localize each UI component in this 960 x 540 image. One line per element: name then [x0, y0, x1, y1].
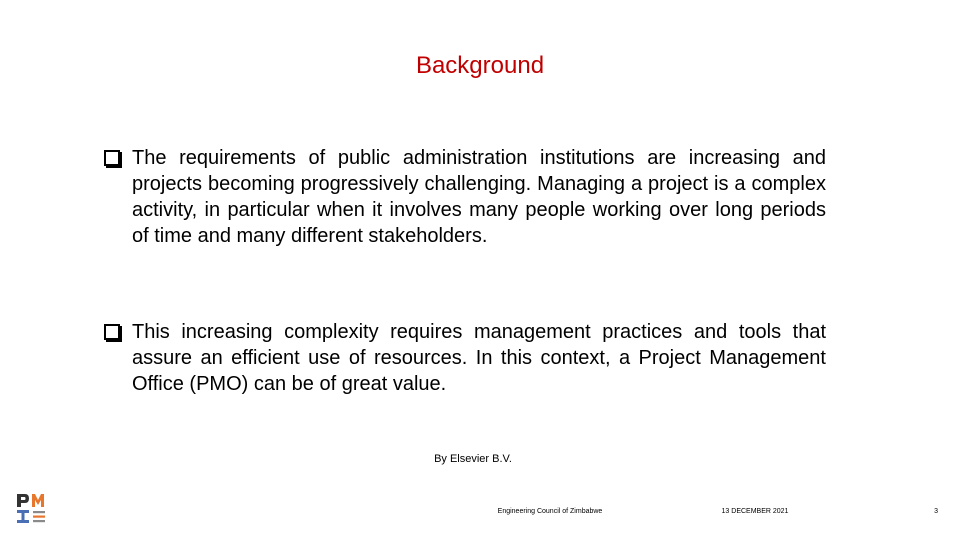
- bullet-item: [104, 145, 826, 249]
- pmi-logo-icon: [14, 492, 50, 524]
- slide-title: Background: [415, 52, 545, 79]
- footer-organization: Engineering Council of Zimbabwe: [497, 508, 603, 515]
- bullet-text: The requirements of public administration institutions are increasing and projects becoming progressively challenging. Managing a project is a complex activity, in particular when it involves many people working over long periods of time and many different stakeholders.: [132, 147, 826, 247]
- checkbox-bullet-icon: [104, 324, 120, 340]
- bullet-text: This increasing complexity requires management practices and tools that assure an efficient use of resources. In this context, a Project Management Office (PMO) can be of great value.: [132, 321, 826, 395]
- bullet-item: [104, 319, 826, 397]
- footer-date: 13 DECEMBER 2021: [721, 508, 789, 515]
- checkbox-bullet-icon: [104, 150, 120, 166]
- source-credit: By Elsevier B.V.: [434, 453, 512, 465]
- page-number: 3: [934, 508, 938, 515]
